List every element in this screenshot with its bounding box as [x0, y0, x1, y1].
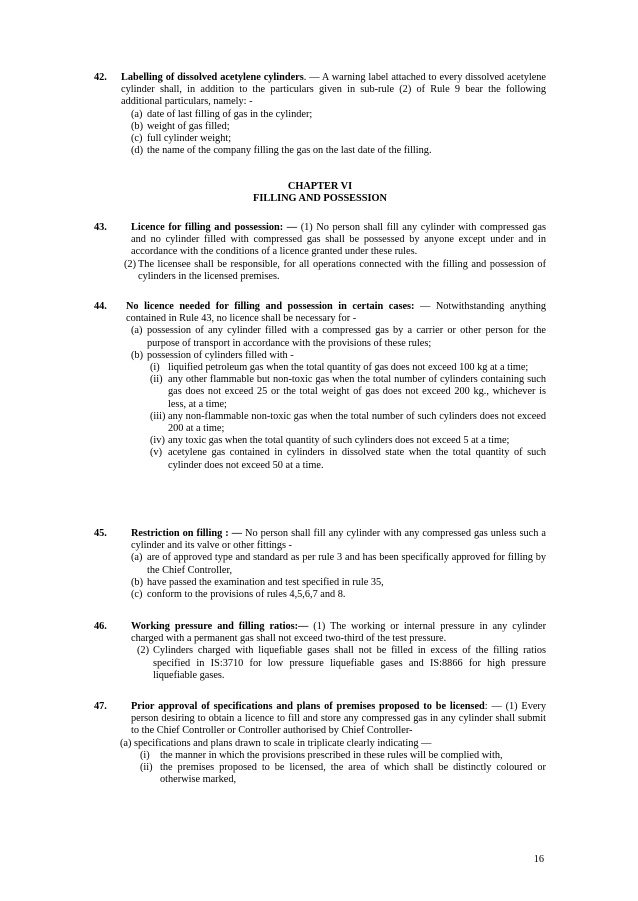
item-list [131, 552, 546, 601]
list-item: (a) date of last filling of gas in the cylinder; [131, 108, 313, 120]
rule-number: 44. [94, 301, 107, 312]
rule-47 [94, 701, 546, 786]
item-list [131, 109, 546, 158]
sub-rule: (2) Cylinders charged with liquefiable gases shall not be filled in excess of the filling ratios specified in IS:3710 for low pressure liquefiable gases and IS:8866 for high pressure liquefiable gases. [137, 645, 546, 681]
list-item: (a) are of approved type and standard as per rule 3 and has been specifically approved for filling by the Chief Controller, [131, 552, 546, 576]
sub-rule: (2) The licensee shall be responsible, for all operations connected with the filling and possession of cylinders in the licensed premises. [124, 258, 546, 282]
page-number: 16 [533, 854, 544, 865]
rule-text: Prior approval of specifications and plans of premises proposed to be licensed: — (1) Every person desiring to obtain a licence to fill and store any compressed gas in any cylinder shall submit to the Chief Controller or Controller authorised by Chief Controller- [131, 701, 546, 737]
list-item: (iii) any non-flammable non-toxic gas when the total number of such cylinders does not exceed 200 at a time; [150, 410, 546, 435]
list-item: (i) liquified petroleum gas when the total quantity of gas does not exceed 100 kg at a time; [150, 362, 529, 374]
rule-number: 45. [94, 528, 107, 539]
list-item: (iv) any toxic gas when the total quantity of such cylinders does not exceed 5 at a time; [150, 435, 510, 447]
rule-42 [94, 72, 546, 157]
rule-number: 46. [94, 621, 107, 632]
rule-title: Prior approval of specifications and plans of premises proposed to be licensed [131, 701, 485, 712]
rule-text: No licence needed for filling and possession in certain cases: — Notwithstanding anything contained in Rule 43, no licence shall be necessary for - [126, 301, 546, 325]
rule-text: Labelling of dissolved acetylene cylinders. — A warning label attached to every dissolved acetylene cylinder shall, in addition to the particulars given in sub-rule (2) of Rule 9 bear the following additional particulars, namely: - [121, 72, 546, 108]
list-item: (a) specifications and plans drawn to scale in triplicate clearly indicating — [120, 737, 432, 749]
rule-title: Restriction on filling : — [131, 528, 243, 539]
rule-text: Licence for filling and possession: — (1) No person shall fill any cylinder with compressed gas and no cylinder filled with compressed gas shall be possessed by anyone except under and in accordance with the conditions of a licence granted under these rules. [131, 222, 546, 258]
rule-45 [94, 528, 546, 601]
list-item: (b) possession of cylinders filled with - [131, 349, 294, 361]
list-item: (c) full cylinder weight; [131, 133, 232, 145]
rule-title: Labelling of dissolved acetylene cylinders [121, 72, 304, 83]
rule-title: No licence needed for filling and possession in certain cases: [126, 301, 415, 312]
rule-number: 47. [94, 701, 107, 712]
list-item: (d) the name of the company filling the gas on the last date of the filling. [131, 145, 432, 157]
rule-46 [94, 621, 546, 682]
list-item: (ii) any other flammable but non-toxic gas when the total number of cylinders containing such gas does not exceed 25 or the total weight of gas does not exceed 200 kg., whichever is less, at a time; [150, 374, 546, 410]
list-item: (ii) the premises proposed to be licensed, the area of which shall be distinctly coloured or otherwise marked, [140, 762, 546, 786]
rule-number: 42. [94, 72, 107, 83]
rule-44 [94, 301, 546, 472]
rule-text: Working pressure and filling ratios:— (1) The working or internal pressure in any cylinder charged with a permanent gas shall not exceed two-third of the test pressure. [131, 621, 547, 645]
chapter-title: FILLING AND POSSESSION [253, 193, 387, 205]
list-item: (c) conform to the provisions of rules 4,5,6,7 and 8. [131, 589, 346, 601]
chapter-number: CHAPTER VI [287, 181, 353, 192]
roman-list [140, 750, 546, 787]
list-item: (i) the manner in which the provisions prescribed in these rules will be complied with, [140, 749, 503, 761]
rule-text: Restriction on filling : — No person shall fill any cylinder with any compressed gas unless such a cylinder and its valve or other fittings - [131, 528, 546, 552]
rule-43 [94, 222, 546, 283]
roman-list [150, 362, 546, 472]
chapter-heading [94, 181, 546, 205]
rule-title: Working pressure and filling ratios:— [131, 621, 309, 632]
list-item: (b) have passed the examination and test specified in rule 35, [131, 576, 384, 588]
list-item: (v) acetylene gas contained in cylinders in dissolved state when the total quantity of such cylinder does not exceed 50 at a time. [150, 447, 546, 471]
list-item: (a) possession of any cylinder filled with a compressed gas by a carrier or other person for the purpose of transport in accordance with the provisions of these rules; [131, 325, 546, 349]
rule-number: 43. [94, 222, 107, 233]
list-item: (b) weight of gas filled; [131, 120, 230, 132]
rule-title: Licence for filling and possession: — [131, 222, 298, 233]
